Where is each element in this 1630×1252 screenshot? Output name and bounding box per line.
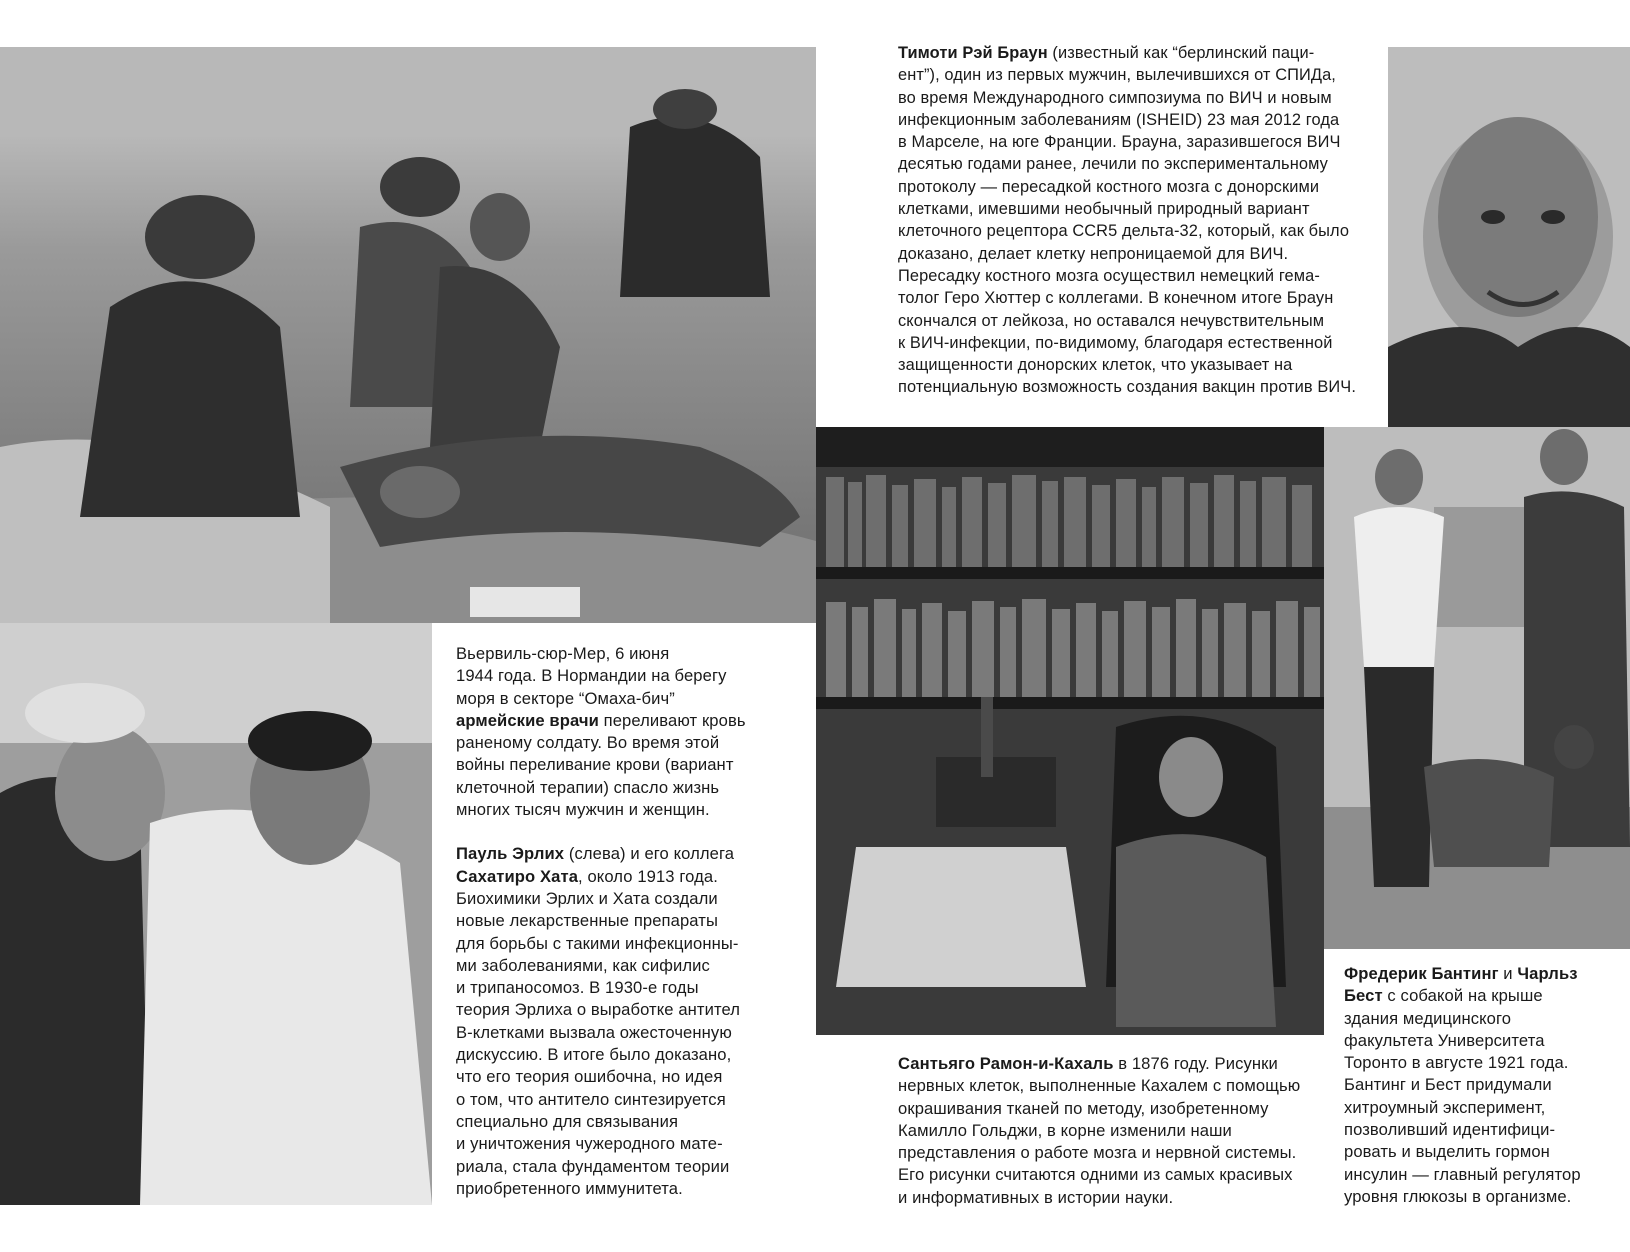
- caption-text: ровать и выделить гормон: [1344, 1142, 1550, 1162]
- brown-caption-line: [898, 287, 1378, 309]
- caption-text: Камилло Гольджи, в корне изменили наши: [898, 1120, 1232, 1140]
- caption-text: и трипаносомоз. В 1930-е годы: [456, 978, 699, 998]
- photo-banting-and-best: [1324, 427, 1630, 949]
- banting-caption-line: [1344, 1164, 1624, 1186]
- caption-text: Вьервиль-сюр-Мер, 6 июня: [456, 644, 670, 663]
- ehrlich-caption-line: [456, 933, 786, 955]
- caption-text: толог Геро Хюттер с коллегами. В конечном итоге Браун: [898, 289, 1334, 308]
- cajal-caption-line: [898, 1142, 1318, 1164]
- ehrlich-caption-line: [456, 1022, 786, 1044]
- ehrlich-caption-line: [456, 1089, 786, 1111]
- omaha-caption-line: [456, 732, 786, 754]
- caption-text: войны переливание крови (вариант: [456, 755, 734, 775]
- ehrlich-caption-line: [456, 999, 786, 1021]
- caption-text: дискуссию. В итоге было доказано,: [456, 1045, 732, 1065]
- ehrlich-caption-line: [456, 1066, 786, 1088]
- ehrlich-caption-line: [456, 888, 786, 910]
- caption-text: десятью годами ранее, лечили по экспериментальному: [898, 155, 1328, 174]
- caption-text: и информативных в истории науки.: [898, 1187, 1174, 1207]
- caption-text: Торонто в августе 1921 года.: [1344, 1053, 1569, 1073]
- cajal-caption-line: [898, 1098, 1318, 1120]
- banting-caption-line: [1344, 963, 1624, 985]
- caption-text: клеточной терапии) спасло жизнь: [456, 777, 720, 797]
- brown-caption-line: [898, 198, 1378, 220]
- caption-text: нервных клеток, выполненные Кахалем с помощью: [898, 1076, 1301, 1096]
- caption-text: к ВИЧ-инфекции, по-видимому, благодаря естественной: [898, 333, 1333, 352]
- caption-text: скончался от лейкоза, но оставался нечувствительным: [898, 311, 1325, 330]
- caption-text: (известный как “берлинский паци-: [1047, 44, 1315, 62]
- caption-text: , около 1913 года.: [578, 866, 718, 886]
- ehrlich-caption-line: [456, 1178, 786, 1200]
- cajal-caption-line: [898, 1053, 1318, 1075]
- caption-text: инфекционным заболеваниям (ISHEID) 23 мая 2012 года: [898, 110, 1340, 129]
- banting-caption-line: [1344, 1186, 1624, 1208]
- caption-text: специально для связывания: [456, 1111, 679, 1131]
- banting-caption-line: [1344, 1074, 1624, 1096]
- banting-caption-line: [1344, 1052, 1624, 1074]
- caption-text: здания медицинского: [1344, 1008, 1512, 1028]
- caption-text: многих тысяч мужчин и женщин.: [456, 800, 710, 820]
- banting-caption-line: [1344, 1008, 1624, 1030]
- brown-caption-line: [898, 220, 1378, 242]
- photo-timothy-ray-brown: [1388, 47, 1630, 427]
- caption-text: (слева) и его коллега: [564, 844, 735, 864]
- omaha-caption-line: [456, 710, 786, 732]
- ehrlich-caption-line: [456, 843, 786, 865]
- photo-omaha-beach-medics: [0, 47, 816, 623]
- bold-name: Сантьяго Рамон-и-Кахаль: [898, 1054, 1114, 1073]
- banting-caption-line: [1344, 1030, 1624, 1052]
- caption-text: Пересадку костного мозга осуществил немецкий гема-: [898, 266, 1320, 285]
- caption-text: потенциальную возможность создания вакцин против ВИЧ.: [898, 378, 1356, 397]
- ehrlich-caption-line: [456, 1133, 786, 1155]
- caption-text: протоколу — пересадкой костного мозга с донорскими: [898, 177, 1320, 196]
- bold-name: Тимоти Рэй Браун: [898, 44, 1048, 62]
- photo-ehrlich-and-hata: [0, 623, 432, 1205]
- banting-caption-line: [1344, 985, 1624, 1007]
- ehrlich-caption-line: [456, 866, 786, 888]
- brown-caption-line: [898, 87, 1378, 109]
- caption-text: Его рисунки считаются одними из самых красивых: [898, 1165, 1293, 1185]
- caption-text: во время Международного симпозиума по ВИЧ и новым: [898, 88, 1332, 107]
- caption-text: и уничтожения чужеродного мате-: [456, 1134, 723, 1154]
- cajal-caption-line: [898, 1120, 1318, 1142]
- bold-name: Фредерик Бантинг: [1344, 964, 1499, 983]
- omaha-caption-line: [456, 799, 786, 821]
- caption-text: в Марселе, на юге Франции. Брауна, заразившегося ВИЧ: [898, 133, 1341, 152]
- brown-caption-line: [898, 153, 1378, 175]
- brown-caption-line: [898, 332, 1378, 354]
- bold-name: Пауль Эрлих: [456, 844, 565, 864]
- caption-text: ми заболеваниями, как сифилис: [456, 955, 710, 975]
- ehrlich-caption-line: [456, 1044, 786, 1066]
- bold-name: армейские врачи: [456, 710, 599, 730]
- brown-caption-line: [898, 243, 1378, 265]
- banting-caption-line: [1344, 1119, 1624, 1141]
- caption-timothy-ray-brown: [898, 42, 1378, 399]
- caption-text: раненому солдату. Во время этой: [456, 733, 720, 753]
- caption-banting-and-best: [1344, 963, 1624, 1208]
- caption-text: B-клетками вызвала ожесточенную: [456, 1022, 732, 1042]
- brown-caption-line: [898, 176, 1378, 198]
- brown-caption-line: [898, 376, 1378, 398]
- caption-text: клеточного рецептора CCR5 дельта-32, который, как было: [898, 222, 1350, 241]
- banting-caption-line: [1344, 1097, 1624, 1119]
- cajal-caption-line: [898, 1075, 1318, 1097]
- caption-text: о том, что антитело синтезируется: [456, 1089, 726, 1109]
- caption-text: окрашивания тканей по методу, изобретенному: [898, 1098, 1269, 1118]
- cajal-caption-line: [898, 1187, 1318, 1209]
- brown-caption-line: [898, 310, 1378, 332]
- brown-caption-line: [898, 131, 1378, 153]
- omaha-caption-line: [456, 665, 786, 687]
- brown-caption-line: [898, 354, 1378, 376]
- caption-text: факультета Университета: [1344, 1030, 1545, 1050]
- banting-caption-line: [1344, 1141, 1624, 1163]
- brown-caption-line: [898, 64, 1378, 86]
- caption-text: клетками, имевшими необычный природный вариант: [898, 200, 1310, 219]
- omaha-caption-line: [456, 688, 786, 710]
- caption-text: Бантинг и Бест придумали: [1344, 1075, 1552, 1095]
- cajal-caption-line: [898, 1164, 1318, 1186]
- caption-text: риала, стала фундаментом теории: [456, 1156, 730, 1176]
- caption-ramon-y-cajal: [898, 1053, 1318, 1209]
- caption-omaha-beach: [456, 643, 786, 1200]
- caption-text: уровня глюкозы в организме.: [1344, 1186, 1572, 1206]
- caption-text: защищенности донорских клеток, что указывает на: [898, 356, 1293, 375]
- caption-text: 1944 года. В Нормандии на берегу: [456, 666, 727, 686]
- bold-name: Сахатиро Хата: [456, 866, 579, 886]
- caption-text: представления о работе мозга и нервной системы.: [898, 1143, 1297, 1163]
- caption-text: инсулин — главный регулятор: [1344, 1164, 1581, 1184]
- caption-text: приобретенного иммунитета.: [456, 1178, 683, 1198]
- caption-text: в 1876 году. Рисунки: [1113, 1054, 1278, 1073]
- bold-name: Чарльз: [1517, 964, 1578, 983]
- caption-text: моря в секторе “Омаха-бич”: [456, 688, 675, 708]
- omaha-caption-line: [456, 777, 786, 799]
- caption-text: новые лекарственные препараты: [456, 911, 718, 931]
- omaha-caption-line: [456, 754, 786, 776]
- caption-text: что его теория ошибочна, но идея: [456, 1067, 723, 1087]
- caption-text: Биохимики Эрлих и Хата создали: [456, 888, 718, 908]
- caption-text: переливают кровь: [598, 710, 746, 730]
- ehrlich-caption-line: [456, 1111, 786, 1133]
- caption-text: доказано, делает клетку непроницаемой для ВИЧ.: [898, 244, 1289, 263]
- brown-caption-line: [898, 109, 1378, 131]
- caption-text: с собакой на крыше: [1382, 986, 1543, 1006]
- caption-text: для борьбы с такими инфекционны-: [456, 933, 739, 953]
- ehrlich-caption-line: [456, 1156, 786, 1178]
- caption-text: хитроумный эксперимент,: [1344, 1097, 1546, 1117]
- caption-text: теория Эрлиха о выработке антител: [456, 1000, 741, 1020]
- bold-name: Бест: [1344, 986, 1383, 1006]
- ehrlich-caption-line: [456, 955, 786, 977]
- ehrlich-caption-line: [456, 910, 786, 932]
- caption-text: ент”), один из первых мужчин, вылечившихся от СПИДа,: [898, 66, 1336, 85]
- brown-caption-line: [898, 265, 1378, 287]
- brown-caption-line: [898, 42, 1378, 64]
- caption-text: позволивший идентифици-: [1344, 1120, 1556, 1140]
- omaha-caption-line: [456, 643, 786, 665]
- caption-text: и: [1498, 964, 1518, 983]
- photo-ramon-y-cajal-library: [816, 427, 1324, 1035]
- ehrlich-caption-line: [456, 977, 786, 999]
